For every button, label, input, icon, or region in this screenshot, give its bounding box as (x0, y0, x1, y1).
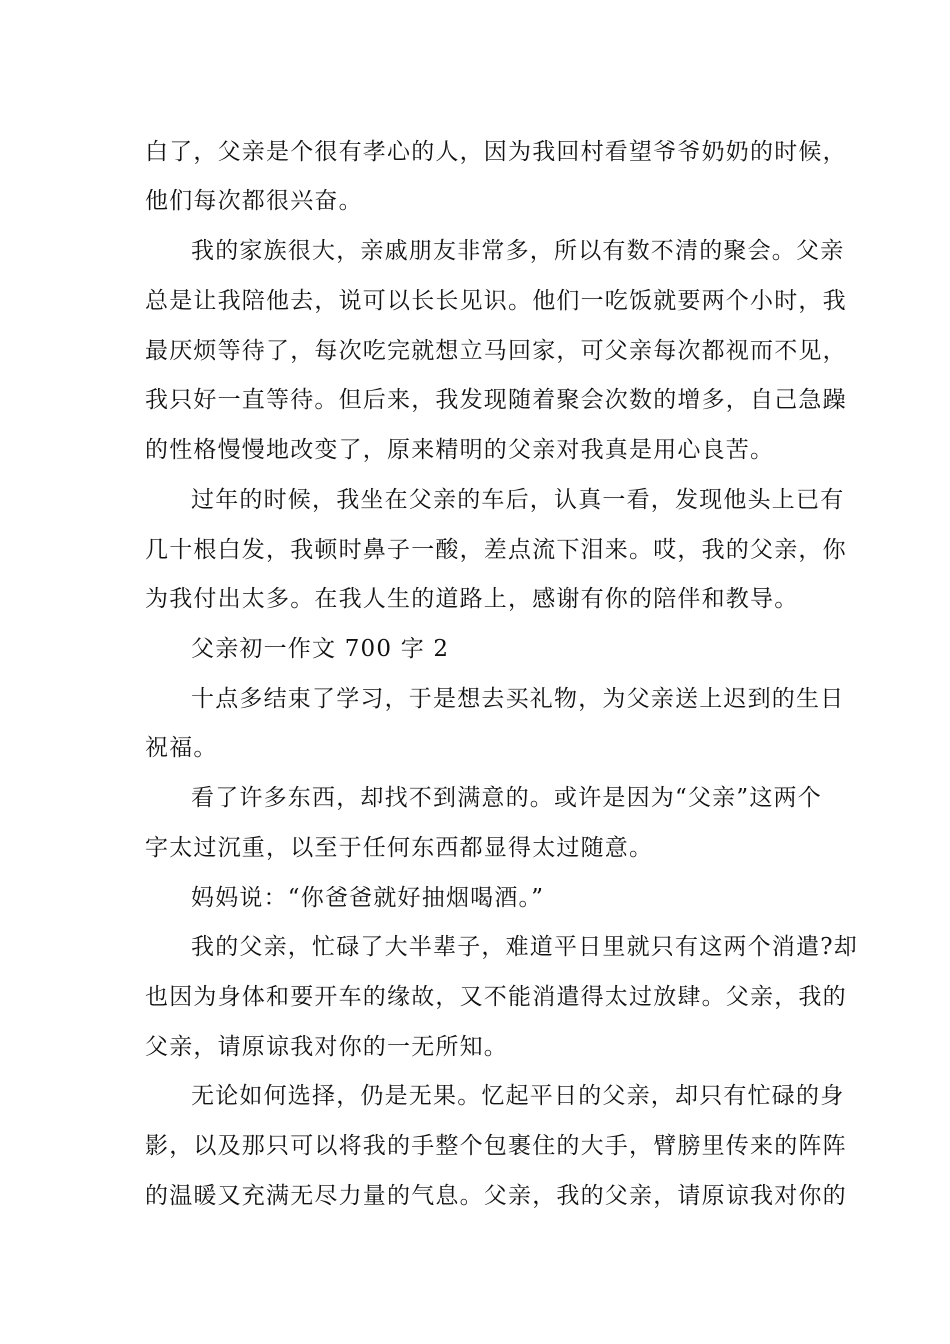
paragraph-start-line: 十点多结束了学习，于是想去买礼物，为父亲送上迟到的生日 (191, 686, 845, 712)
text-line: 几十根白发，我顿时鼻子一酸，差点流下泪来。哎，我的父亲，你 (145, 537, 847, 563)
text-line: 白了，父亲是个很有孝心的人，因为我回村看望爷爷奶奶的时候， (145, 139, 847, 165)
text-line: 字太过沉重，以至于任何东西都显得太过随意。 (145, 835, 654, 861)
text-line: 父亲，请原谅我对你的一无所知。 (145, 1034, 508, 1060)
text-line: 他们每次都很兴奋。 (145, 188, 363, 214)
text-line: 为我付出太多。在我人生的道路上，感谢有你的陪伴和教导。 (145, 586, 799, 612)
paragraph-start-line: 无论如何选择，仍是无果。忆起平日的父亲，却只有忙碌的身 (191, 1083, 845, 1109)
text-line: 的性格慢慢地改变了，原来精明的父亲对我真是用心良苦。 (145, 437, 775, 463)
paragraph-start-line: 过年的时候，我坐在父亲的车后，认真一看，发现他头上已有 (191, 487, 845, 513)
text-line: 最厌烦等待了，每次吃完就想立马回家，可父亲每次都视而不见， (145, 338, 847, 364)
text-line: 总是让我陪他去，说可以长长见识。他们一吃饭就要两个小时，我 (145, 288, 847, 314)
text-line: 我只好一直等待。但后来，我发现随着聚会次数的增多，自己急躁 (145, 387, 847, 413)
section-heading: 父亲初一作文 700 字 2 (191, 636, 450, 662)
paragraph-start-line: 妈妈说：“你爸爸就好抽烟喝酒。” (191, 885, 545, 911)
text-line: 影，以及那只可以将我的手整个包裹住的大手，臂膀里传来的阵阵 (145, 1133, 847, 1159)
text-line: 也因为身体和要开车的缘故，又不能消遣得太过放肆。父亲，我的 (145, 984, 847, 1010)
paragraph-start-line: 我的父亲，忙碌了大半辈子，难道平日里就只有这两个消遣?却 (191, 934, 858, 960)
paragraph-start-line: 我的家族很大，亲戚朋友非常多，所以有数不清的聚会。父亲 (191, 238, 845, 264)
text-line: 祝福。 (145, 735, 218, 761)
text-line: 的温暖又充满无尽力量的气息。父亲，我的父亲，请原谅我对你的 (145, 1183, 847, 1209)
paragraph-start-line: 看了许多东西，却找不到满意的。或许是因为“父亲”这两个 (191, 785, 822, 811)
